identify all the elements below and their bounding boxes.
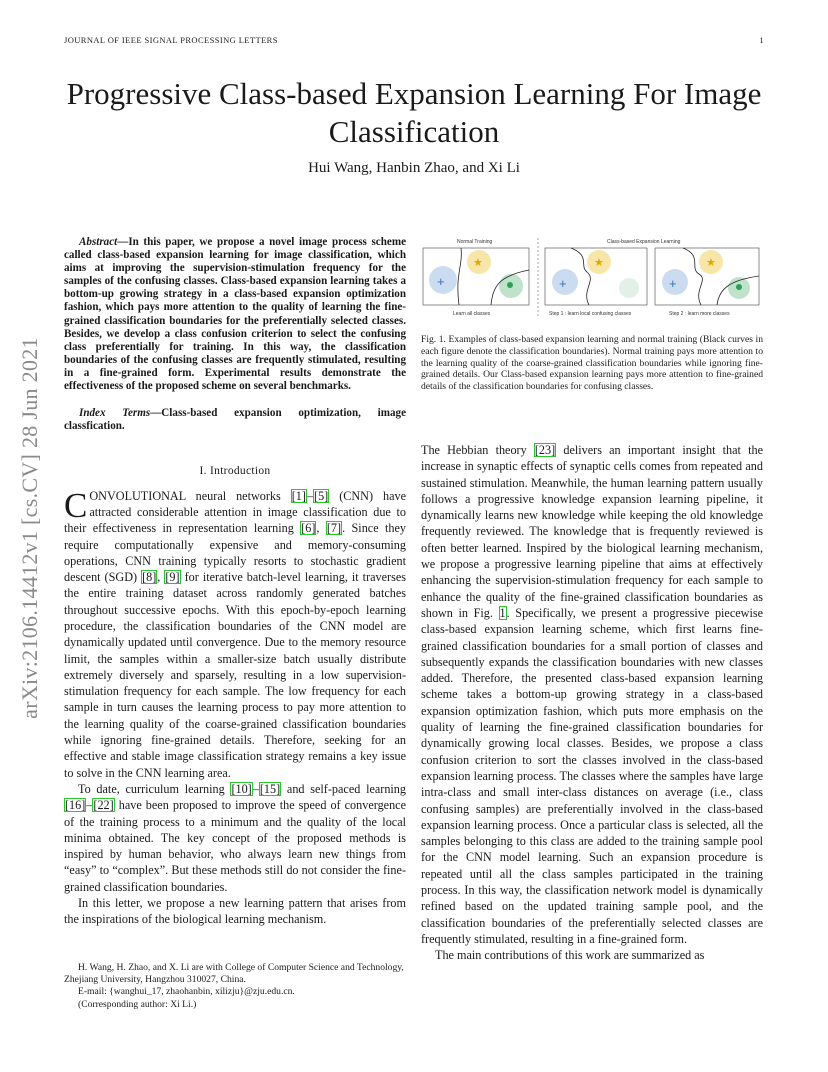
- text-run: have been proposed to improve the speed of convergence of the training process to a minimum and the quality of the local minima obtained. The key concept of the proposed methods is inspired by human behavior, who always learn new things from “easy” to “complex”. But these methods still do not consider the fine-grained classification boundaries.: [64, 798, 406, 894]
- footnote: [64, 962, 406, 1011]
- citation-link[interactable]: [8]: [142, 570, 157, 585]
- drop-cap: C: [64, 485, 88, 525]
- sub-label-step2: Step 2 : learn more classes: [669, 311, 730, 317]
- citation-link[interactable]: [22]: [93, 798, 114, 813]
- intro-paragraph-3: In this letter, we propose a new learning pattern that arises from the inspirations of the biological learning mechanism.: [64, 896, 406, 927]
- text-run: . Since they require computationally expensive and memory-consuming operations, CNN training typically resorts to stochastic gradient descent (SGD): [64, 521, 406, 585]
- sub-label-learn-all: Learn all classes: [453, 311, 491, 317]
- text-run: ,: [157, 570, 165, 585]
- panel-normal: [423, 248, 529, 305]
- text-run: and self-paced learning: [281, 781, 406, 796]
- green-cluster: [619, 278, 639, 298]
- text-run: delivers an important insight that the increase in synaptic effects of synaptic cells comes from repeated and sustained stimulation. Meanwhile, the human learning pattern usually follows a progressive knowledge expansion learning pipeline, it dynamically learns new knowledge while keeping the old knowledge frequently reviewed. The knowledge that is frequently reviewed is often better learned. Inspired by the biological learning mechanism, we propose a progressive learning pipeline that aims at effectively enhancing the supervision-stimulation frequency for each sample to enhance the quality of the fine-grained classification boundaries as shown in Fig.: [421, 443, 763, 620]
- right-paragraph-1: [421, 442, 763, 947]
- footnote-email: E-mail: {wanghui_17, zhaohanbin, xilizju}@zju.edu.cn.: [78, 986, 295, 998]
- citation-link[interactable]: [7]: [326, 521, 342, 536]
- index-terms: [64, 407, 406, 433]
- figure-link[interactable]: 1: [499, 605, 506, 620]
- intro-paragraph-2: [64, 781, 406, 895]
- star-icon: ★: [473, 257, 483, 269]
- panel-step1: [545, 248, 647, 305]
- journal-name: JOURNAL OF IEEE SIGNAL PROCESSING LETTERS: [64, 35, 278, 45]
- citation-link[interactable]: [1]: [291, 488, 306, 503]
- text-run: . Specifically, we present a progressive piecewise class-based expansion learning scheme, which first learns fine-grained classification boundaries for a small portion of classes and subsequently expands the classification boundaries with new classes added. Therefore, the presented class-based expansion learning scheme takes a bottom-up growing strategy in a class-based expansion optimization fashion, which puts more emphasis on the quality of learning the fine-grained classification boundaries for dynamically growing local classes. Besides, we propose a class confusion criterion to sort the classes involved in the class-based expansion learning process. The classes where the samples have large intra-class and small inter-class distances on average (i.e., class confusing samples) are preferentially involved in the class-based expansion learning process. Once a particular class is selected, all the samples belonging to this class are added to the training sample pool for the CNN model learning. Such an expansion procedure is repeated until all the class samples participated in the training process. In this way, the classification network model is dynamically refined based on the updated training sample pool, and the classification boundaries of the preferentially selected classes are frequently stimulated, resulting in a fine-grained form.: [421, 605, 763, 946]
- right-paragraph-2: The main contributions of this work are summarized as: [435, 948, 705, 963]
- text-run: for iterative batch-level learning, it traverses the entire training dataset across randomly generated batches throughout successive epochs. With this epoch-by-epoch learning procedure, the classification boundaries of the CNN model are dynamically updated until convergence. Due to the memory resource limit, the samples within a smaller-size batch usually distribute extremely diversely and sparsely, resulting in a low supervision-stimulation frequency for each sample. The low frequency for each sample in turn causes the learning process to pay more attention to the learning quality of the coarse-grained classification boundaries while ignoring fine-grained details. Therefore, seeking for an effective and stable image classification strategy remains a key issue to solve in the CNN learning area.: [64, 570, 406, 780]
- green-dot-icon: [736, 284, 742, 290]
- index-terms-text: —Class-based expansion optimization, image classfication.: [64, 407, 406, 433]
- abstract-label: Abstract: [79, 236, 118, 248]
- footnote-corresponding: (Corresponding author: Xi Li.): [78, 998, 197, 1010]
- paper-title: Progressive Class-based Expansion Learning For Image Classification: [66, 76, 762, 149]
- left-column: [64, 236, 406, 928]
- text-run: –: [306, 488, 314, 503]
- page-number: 1: [759, 35, 764, 45]
- section-heading-introduction: I. Introduction: [199, 465, 271, 478]
- cross-icon: +: [559, 276, 567, 291]
- sub-label-step1: Step 1 : learn local confusing classes: [549, 311, 632, 317]
- right-column: [421, 442, 763, 964]
- text-run: ,: [316, 521, 326, 536]
- paper-authors: Hui Wang, Hanbin Zhao, and Xi Li: [308, 160, 520, 176]
- cross-icon: +: [437, 274, 445, 289]
- footnote-affiliation: H. Wang, H. Zhao, and X. Li are with College of Computer Science and Technology, Zhejiang University, Hangzhou 310027, China.: [64, 962, 404, 986]
- figure-1: [421, 236, 763, 321]
- figure-caption: Fig. 1. Examples of class-based expansion learning and normal training (Black curves in each figure denote the classification boundaries). Normal training pays more attention to the learning quality of the coarse-grained classification boundaries while ignoring fine-grained details. Our Class-based expansion learning pays more attention to fine-grained details of the classification boundaries for confusing classes.: [421, 334, 763, 393]
- label-normal-training: Normal Training: [457, 239, 493, 245]
- abstract-text: —In this paper, we propose a novel image process scheme called class-based expansion learning for image classification, which aims at improving the supervision-stimulation frequency for the samples of the confusing classes. Class-based expansion learning takes a bottom-up growing strategy in a class-based expansion optimization fashion, which pays more attention to the quality of learning the fine-grained classification boundaries for the preferentially selected classes. Besides, we develop a class confusion criterion to select the confusing class preferentially for training. In this way, the classification boundaries of the confusing classes are frequently stimulated, resulting in a fine-grained form. Experimental results demonstrate the effectiveness of the proposed scheme on several benchmarks.: [64, 236, 406, 393]
- text-run: To date, curriculum learning: [78, 781, 231, 796]
- citation-link[interactable]: [10]: [231, 781, 252, 796]
- citation-link[interactable]: [23]: [534, 443, 556, 457]
- green-dot-icon: [507, 282, 513, 288]
- text-run: (CNN) have attracted considerable attention in image classification due to their effectiveness in representation learning: [64, 488, 406, 536]
- star-icon: ★: [706, 257, 716, 269]
- star-icon: ★: [594, 257, 604, 269]
- intro-paragraph-1: [64, 485, 406, 781]
- citation-link[interactable]: [16]: [65, 798, 86, 813]
- running-header: [64, 35, 764, 45]
- text-run: ONVOLUTIONAL neural networks: [89, 488, 291, 503]
- label-class-based-expansion: Class-based Expansion Learning: [607, 239, 681, 245]
- text-run: The Hebbian theory: [421, 443, 534, 457]
- citation-link[interactable]: [9]: [165, 570, 180, 585]
- text-run: –: [86, 798, 93, 813]
- abstract: [64, 236, 406, 393]
- citation-link[interactable]: [6]: [301, 521, 316, 536]
- citation-link[interactable]: [15]: [259, 781, 281, 796]
- arxiv-sidebar: [0, 290, 60, 770]
- index-terms-label: Index Terms: [79, 407, 151, 420]
- cross-icon: +: [669, 276, 677, 291]
- arxiv-id: arXiv:2106.14412v1 [cs.CV] 28 Jun 2021: [17, 337, 42, 719]
- text-run: –: [252, 781, 259, 796]
- panel-step2: [655, 248, 759, 305]
- citation-link[interactable]: [5]: [314, 488, 329, 503]
